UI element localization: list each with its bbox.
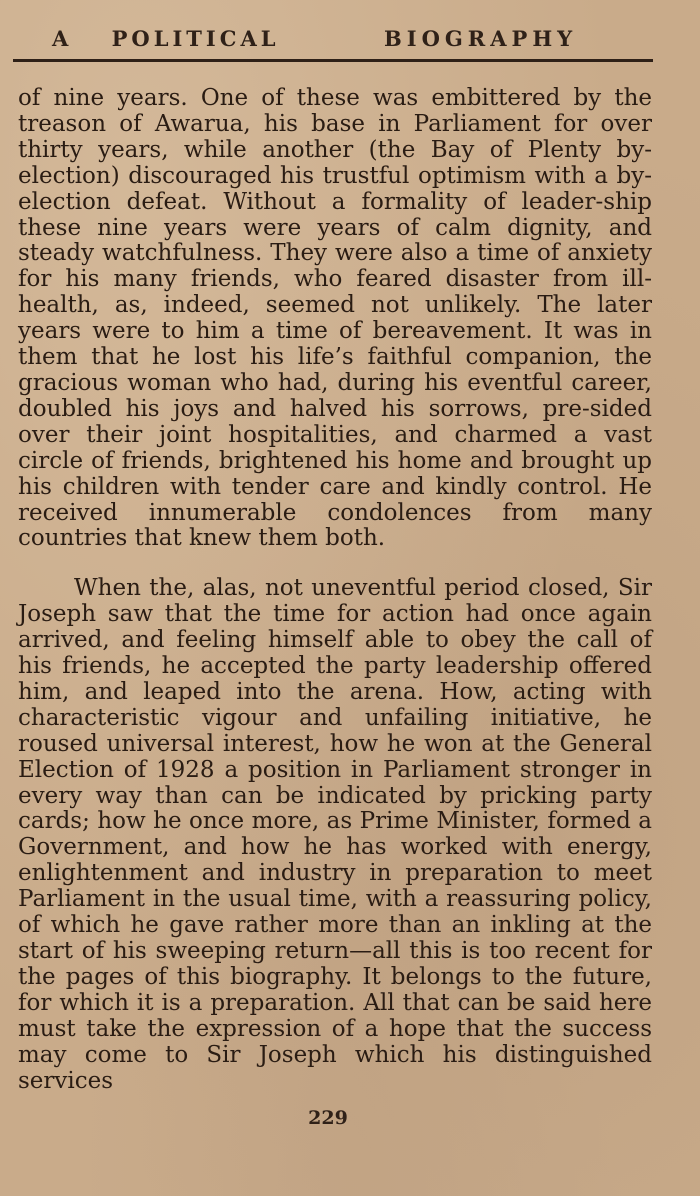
paragraph-1: of nine years. One of these was embittered by the treason of Awarua, his base in Parliament for over thirty years, while another (the Bay of Plenty by-election) discouraged his trustful optimism with a by-election defeat. Without a formality of leader-ship these nine years were years of calm dignity, and steady watchfulness. They were also a time of anxiety for his many friends, who feared disaster from ill-health, as, indeed, seemed not unlikely. The later years were to him a time of bereavement. It was in them that he lost his life’s faithful companion, the gracious woman who had, during his eventful career, doubled his joys and halved his sorrows, pre-sided over their joint hospitalities, and charmed a vast circle of friends, brightened his home and brought up his children with tender care and kindly control. He received innumerable condolences from many countries that knew them both. [18,85,652,552]
running-head-left: A POLITICAL [52,26,280,51]
body-text [18,86,652,1094]
running-head [0,26,700,56]
paragraph-2: When the, alas, not uneventful period closed, Sir Joseph saw that the time for action had once again arrived, and feeling himself able to obey the call of his friends, he accepted the party leadership offered him, and leaped into the arena. How, acting with characteristic vigour and unfailing initiative, he roused universal interest, how he won at the General Election of 1928 a position in Parliament stronger in every way than can be indicated by pricking party cards; how he once more, as Prime Minister, formed a Government, and how he has worked with energy, enlightenment and industry in preparation to meet Parliament in the usual time, with a reassuring policy, of which he gave rather more than an inkling at the start of his sweeping return—all this is too recent for the pages of this biography. It belongs to the future, for which it is a preparation. All that can be said here must take the expression of a hope that the success may come to Sir Joseph which his distinguished services [18,575,652,1094]
header-rule [13,59,653,62]
running-head-right: BIOGRAPHY [384,26,578,51]
page-number: 229 [308,1107,348,1129]
